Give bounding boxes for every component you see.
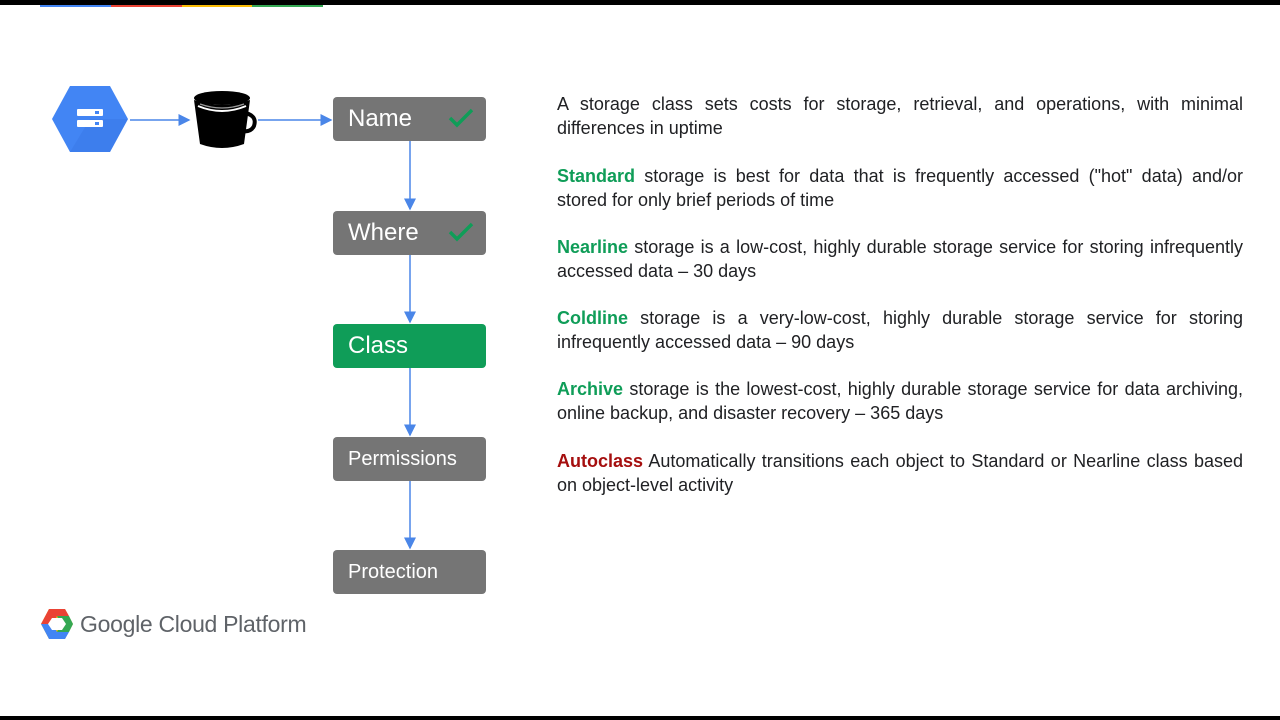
step-permissions-label: Permissions [348,447,457,470]
class-description-nearline [557,235,1243,283]
class-term: Coldline [557,308,628,328]
class-term: Standard [557,166,636,186]
class-description-standard [557,164,1243,212]
class-text: storage is a low-cost, highly durable storage service for storing infrequently accessed data – 30 days [557,237,1243,281]
bottom-border [0,716,1280,720]
cloud-storage-hexagon-icon [50,84,130,154]
step-class[interactable] [333,324,486,368]
class-term: Autoclass [557,451,644,471]
class-text: storage is a very-low-cost, highly durable storage service for storing infrequently accessed data – 90 days [557,308,1243,352]
google-cloud-logo-icon [40,608,74,640]
step-class-label: Class [348,332,409,359]
checkmark-icon [448,107,474,129]
class-description-archive [557,377,1243,425]
class-description-autoclass [557,449,1243,497]
step-protection[interactable] [333,550,486,594]
class-text: Automatically transitions each object to Standard or Nearline class based on object-level activity [557,451,1243,495]
step-where[interactable] [333,211,486,255]
class-text: storage is best for data that is frequently accessed ("hot" data) and/or stored for only brief periods of time [557,166,1243,210]
class-text: storage is the lowest-cost, highly durable storage service for data archiving, online backup, and disaster recovery – 365 days [557,379,1243,423]
class-description-coldline [557,306,1243,354]
step-name-label: Name [348,105,413,132]
step-protection-label: Protection [348,560,439,583]
class-term: Nearline [557,237,629,257]
step-name[interactable] [333,97,486,141]
bucket-icon [188,86,260,150]
intro-text: A storage class sets costs for storage, retrieval, and operations, with minimal differences in uptime [557,94,1243,138]
step-where-label: Where [348,219,419,246]
step-permissions[interactable] [333,437,486,481]
checkmark-icon [448,221,474,243]
class-term: Archive [557,379,624,399]
google-cloud-platform-wordmark: Google Cloud Platform [80,611,307,637]
